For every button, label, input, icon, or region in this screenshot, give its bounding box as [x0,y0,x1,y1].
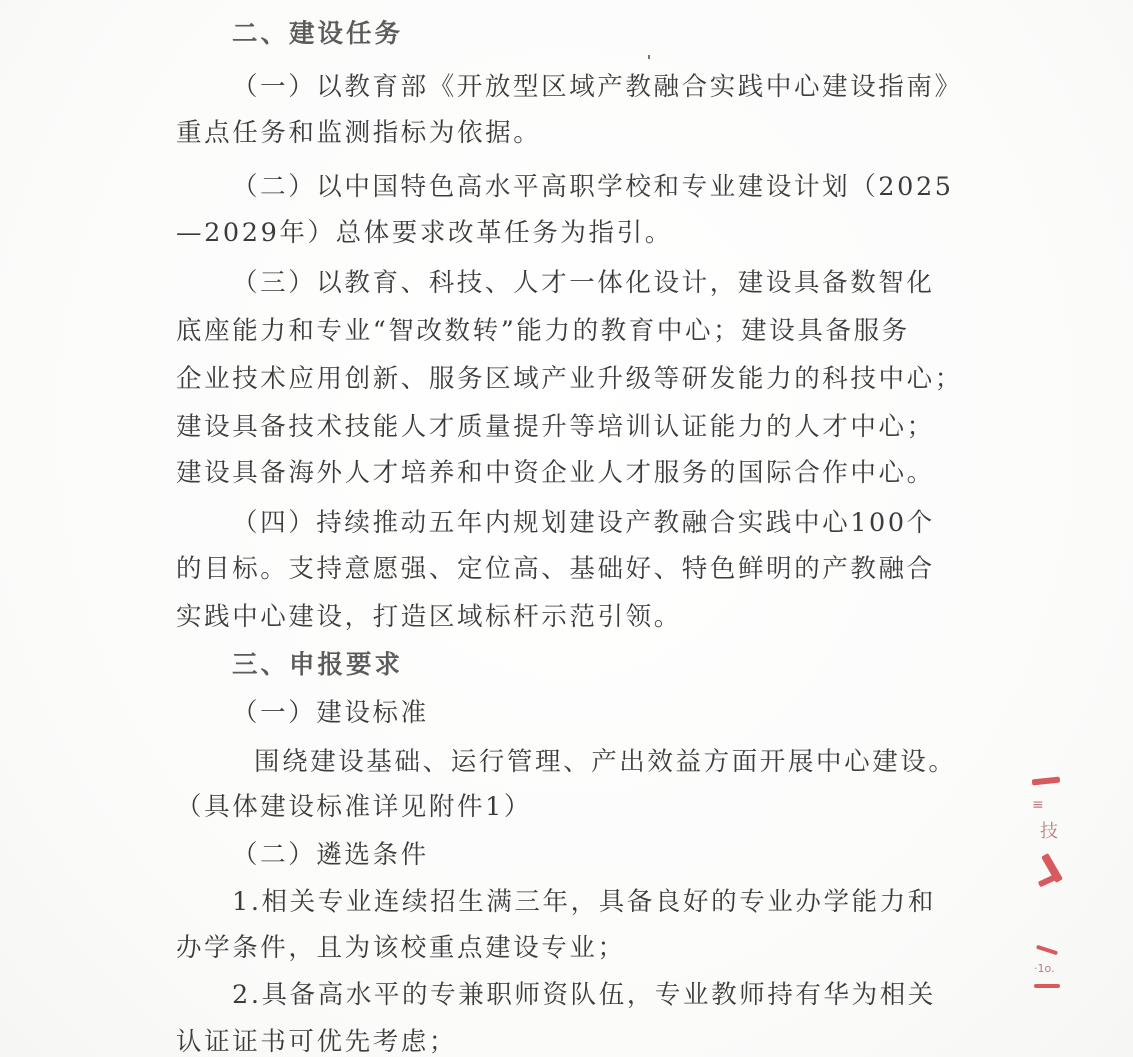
task-item-4-line-3: 实践中心建设，打造区域标杆示范引领。 [176,602,682,632]
task-item-3-line-1: （三）以教育、科技、人才一体化设计，建设具备数智化 [232,268,935,298]
task-item-3-line-3: 企业技术应用创新、服务区域产业升级等研发能力的科技中心； [176,364,963,394]
task-item-3-line-5: 建设具备海外人才培养和中资企业人才服务的国际合作中心。 [176,458,935,488]
section-three-heading: 三、申报要求 [232,650,404,680]
task-item-2-line-2: —2029年）总体要求改革任务为指引。 [176,218,673,248]
condition-1-line-1: 1.相关专业连续招生满三年，具备良好的专业办学能力和 [232,887,936,917]
red-seal-partial-top [1030,775,1064,890]
task-item-1-line-2: 重点任务和监测指标为依据。 [176,118,542,148]
task-item-3-line-4: 建设具备技术技能人才质量提升等培训认证能力的人才中心； [176,412,935,442]
task-item-4-line-1: （四）持续推动五年内规划建设产教融合实践中心100个 [232,508,935,538]
seal-arc-bottom [1034,984,1060,988]
seal-fragment-glyph: ≡ [1032,797,1044,813]
requirement-sub-1-line-1: 围绕建设基础、运行管理、产出效益方面开展中心建设。 [254,747,957,777]
scan-speck [648,55,650,59]
task-item-4-line-2: 的目标。支持意愿强、定位高、基础好、特色鲜明的产教融合 [176,554,935,584]
requirement-sub-1-heading: （一）建设标准 [232,698,429,728]
section-two-heading: 二、建设任务 [232,19,404,49]
seal-char-glyph: 技 [1040,821,1058,842]
seal-arc-top [1032,777,1060,786]
seal-digits-fragment: ·1o. [1034,962,1055,975]
condition-2-line-2: 认证证书可优先考虑； [176,1027,458,1057]
condition-1-line-2: 办学条件，且为该校重点建设专业； [176,933,626,963]
requirement-sub-2-heading: （二）遴选条件 [232,840,429,870]
task-item-3-line-2: 底座能力和专业“智改数转”能力的教育中心；建设具备服务 [176,316,910,346]
seal-arc-lower [1036,945,1058,956]
requirement-sub-1-line-2: （具体建设标准详见附件1） [176,792,533,822]
condition-2-line-1: 2.具备高水平的专兼职师资队伍，专业教师持有华为相关 [232,980,936,1010]
task-item-2-line-1: （二）以中国特色高水平高职学校和专业建设计划（2025 [232,172,954,202]
task-item-1-line-1: （一）以教育部《开放型区域产教融合实践中心建设指南》 [232,72,963,102]
red-seal-partial-bottom [1030,940,1064,1000]
